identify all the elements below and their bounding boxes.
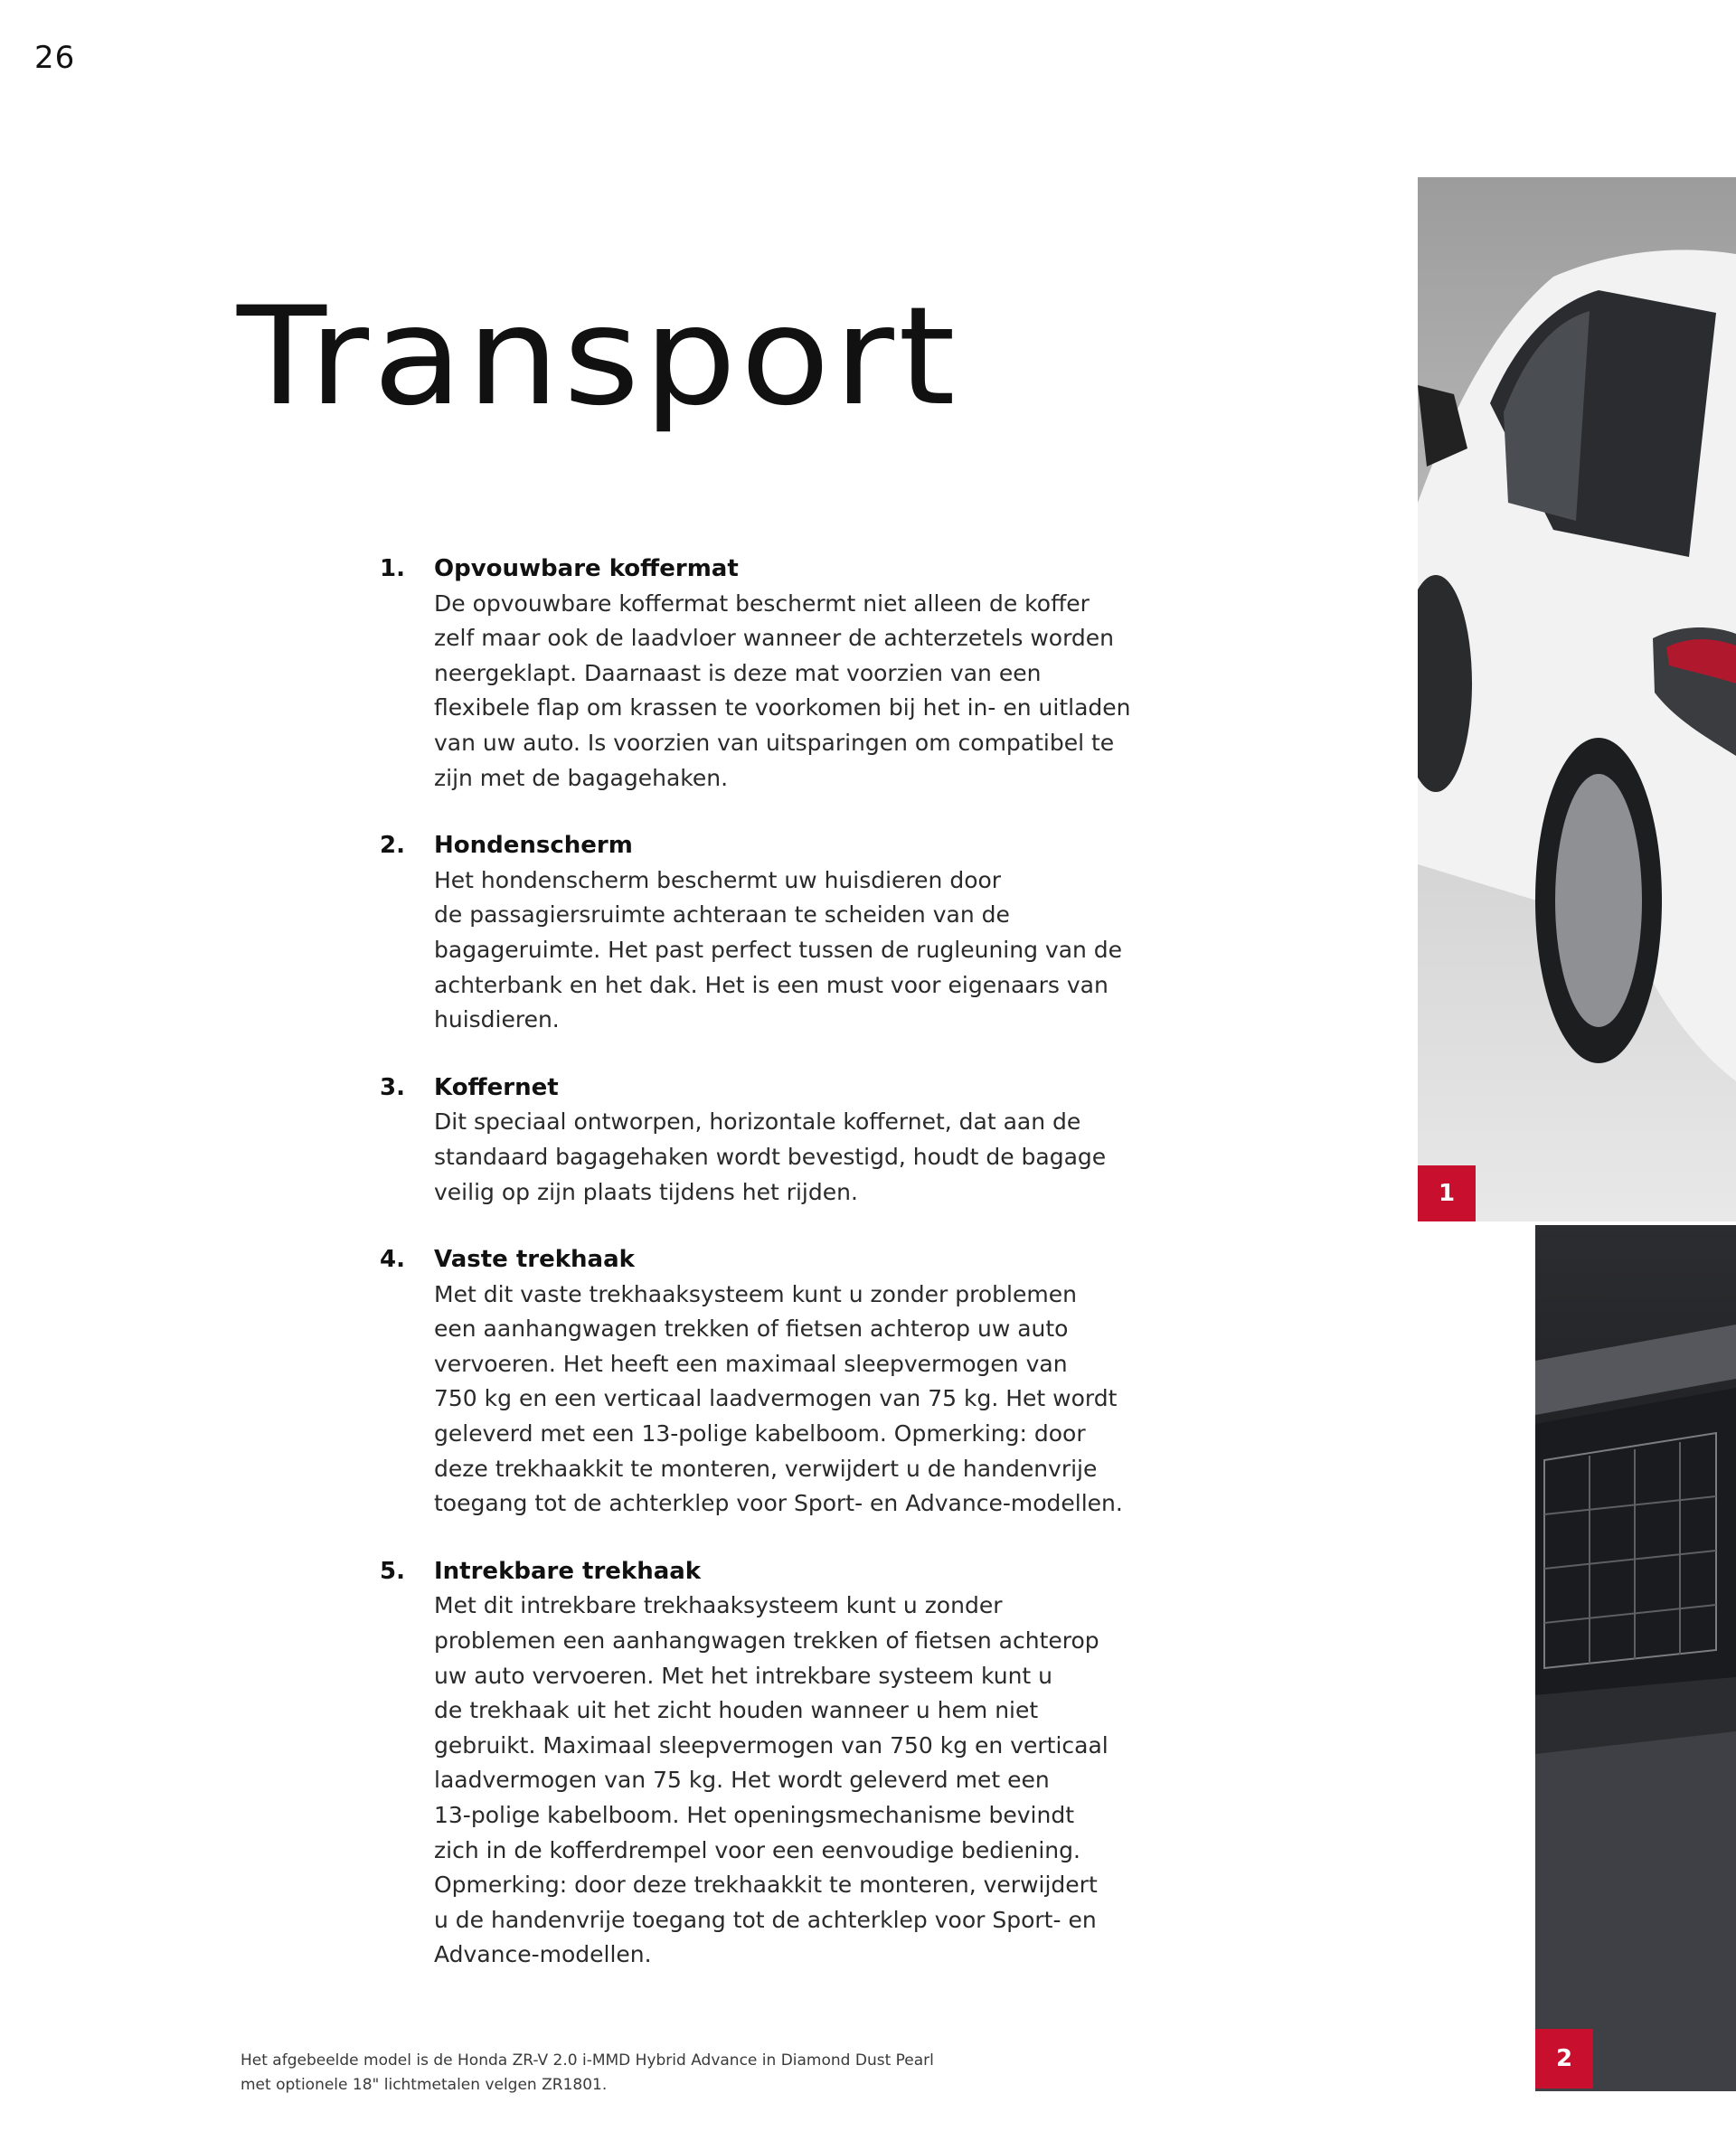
- item-text-line: 750 kg en een verticaal laadvermogen van 75 kg. Het wordt: [434, 1385, 1118, 1412]
- item-body: [434, 1242, 1175, 1522]
- photo-badge-2: 2: [1535, 2029, 1593, 2089]
- item-text-line: vervoeren. Het heeft een maximaal sleepvermogen van: [434, 1350, 1068, 1377]
- trunk-illustration: [1535, 1225, 1736, 2091]
- item-text-line: Opmerking: door deze trekhaakkit te monteren, verwijdert: [434, 1872, 1098, 1899]
- item-heading: Opvouwbare koffermat: [434, 555, 739, 582]
- item-text-line: deze trekhaakkit te monteren, verwijdert u de handenvrije: [434, 1455, 1098, 1482]
- item-heading: Intrekbare trekhaak: [434, 1557, 702, 1585]
- item-heading: Koffernet: [434, 1073, 559, 1101]
- item-text-line: Met dit intrekbare trekhaaksysteem kunt u zonder: [434, 1592, 1003, 1619]
- item-number: 4.: [380, 1246, 405, 1274]
- item-text-line: de trekhaak uit het zicht houden wanneer u hem niet: [434, 1697, 1039, 1724]
- item-text-line: Advance-modellen.: [434, 1941, 652, 1968]
- item-text-line: geleverd met een 13-polige kabelboom. Opmerking: door: [434, 1420, 1086, 1447]
- item-text-line: gebruikt. Maximaal sleepvermogen van 750 kg en verticaal: [434, 1731, 1109, 1759]
- list-item: [380, 1070, 1175, 1210]
- item-number: 5.: [380, 1557, 405, 1585]
- footnote-line: Het afgebeelde model is de Honda ZR-V 2.0 i-MMD Hybrid Advance in Diamond Dust Pearl: [241, 2051, 934, 2070]
- item-text-line: problemen een aanhangwagen trekken of fietsen achterop: [434, 1627, 1099, 1655]
- item-text-line: neergeklapt. Daarnaast is deze mat voorzien van een: [434, 659, 1042, 686]
- photo-badge-1: 1: [1418, 1165, 1476, 1221]
- item-text-line: bagageruimte. Het past perfect tussen de rugleuning van de: [434, 936, 1123, 963]
- car-illustration: [1418, 177, 1736, 1221]
- item-text-line: achterbank en het dak. Het is een must voor eigenaars van: [434, 971, 1109, 998]
- item-body: [434, 1070, 1175, 1210]
- item-number: 1.: [380, 555, 405, 582]
- item-text-line: van uw auto. Is voorzien van uitsparingen om compatibel te: [434, 729, 1115, 756]
- item-number: 3.: [380, 1073, 405, 1101]
- list-item: [380, 1242, 1175, 1522]
- footnote: [241, 2049, 1054, 2098]
- item-body: [434, 552, 1175, 796]
- item-body: [434, 828, 1175, 1038]
- item-heading: Hondenscherm: [434, 832, 633, 860]
- item-text-line: toegang tot de achterklep voor Sport- en Advance-modellen.: [434, 1490, 1123, 1517]
- item-text-line: u de handenvrije toegang tot de achterklep voor Sport- en: [434, 1906, 1097, 1933]
- list-item: [380, 828, 1175, 1038]
- item-text-line: flexibele flap om krassen te voorkomen bij het in- en uitladen: [434, 694, 1131, 721]
- item-text-line: Dit speciaal ontworpen, horizontale koffernet, dat aan de: [434, 1108, 1081, 1136]
- item-text-line: standaard bagagehaken wordt bevestigd, houdt de bagage: [434, 1143, 1107, 1170]
- item-text-line: huisdieren.: [434, 1006, 560, 1033]
- footnote-line: met optionele 18" lichtmetalen velgen ZR1801.: [241, 2076, 608, 2094]
- item-text-line: laadvermogen van 75 kg. Het wordt geleverd met een: [434, 1767, 1050, 1794]
- item-text-line: zich in de kofferdrempel voor een eenvoudige bediening.: [434, 1836, 1080, 1863]
- item-text-line: de passagiersruimte achteraan te scheiden van de: [434, 901, 1010, 929]
- page-title: Transport: [237, 278, 960, 436]
- item-text-line: veilig op zijn plaats tijdens het rijden.: [434, 1178, 858, 1205]
- item-text-line: een aanhangwagen trekken of fietsen achterop uw auto: [434, 1315, 1069, 1343]
- item-text-line: uw auto vervoeren. Met het intrekbare systeem kunt u: [434, 1662, 1053, 1689]
- trunk-photo: [1535, 1225, 1736, 2091]
- list-item: [380, 1554, 1175, 1973]
- accessory-list: [380, 552, 1175, 2005]
- item-text-line: zelf maar ook de laadvloer wanneer de achterzetels worden: [434, 625, 1115, 652]
- item-body: [434, 1554, 1175, 1973]
- item-text-line: Met dit vaste trekhaaksysteem kunt u zonder problemen: [434, 1280, 1077, 1307]
- list-item: [380, 552, 1175, 796]
- item-text-line: Het hondenscherm beschermt uw huisdieren door: [434, 866, 1002, 893]
- item-text-line: zijn met de bagagehaken.: [434, 764, 729, 791]
- page-number: 26: [34, 40, 76, 76]
- item-text-line: 13-polige kabelboom. Het openingsmechanisme bevindt: [434, 1802, 1074, 1828]
- item-text-line: De opvouwbare koffermat beschermt niet alleen de koffer: [434, 589, 1090, 617]
- car-photo: [1418, 177, 1736, 1221]
- item-heading: Vaste trekhaak: [434, 1246, 635, 1274]
- item-number: 2.: [380, 832, 405, 860]
